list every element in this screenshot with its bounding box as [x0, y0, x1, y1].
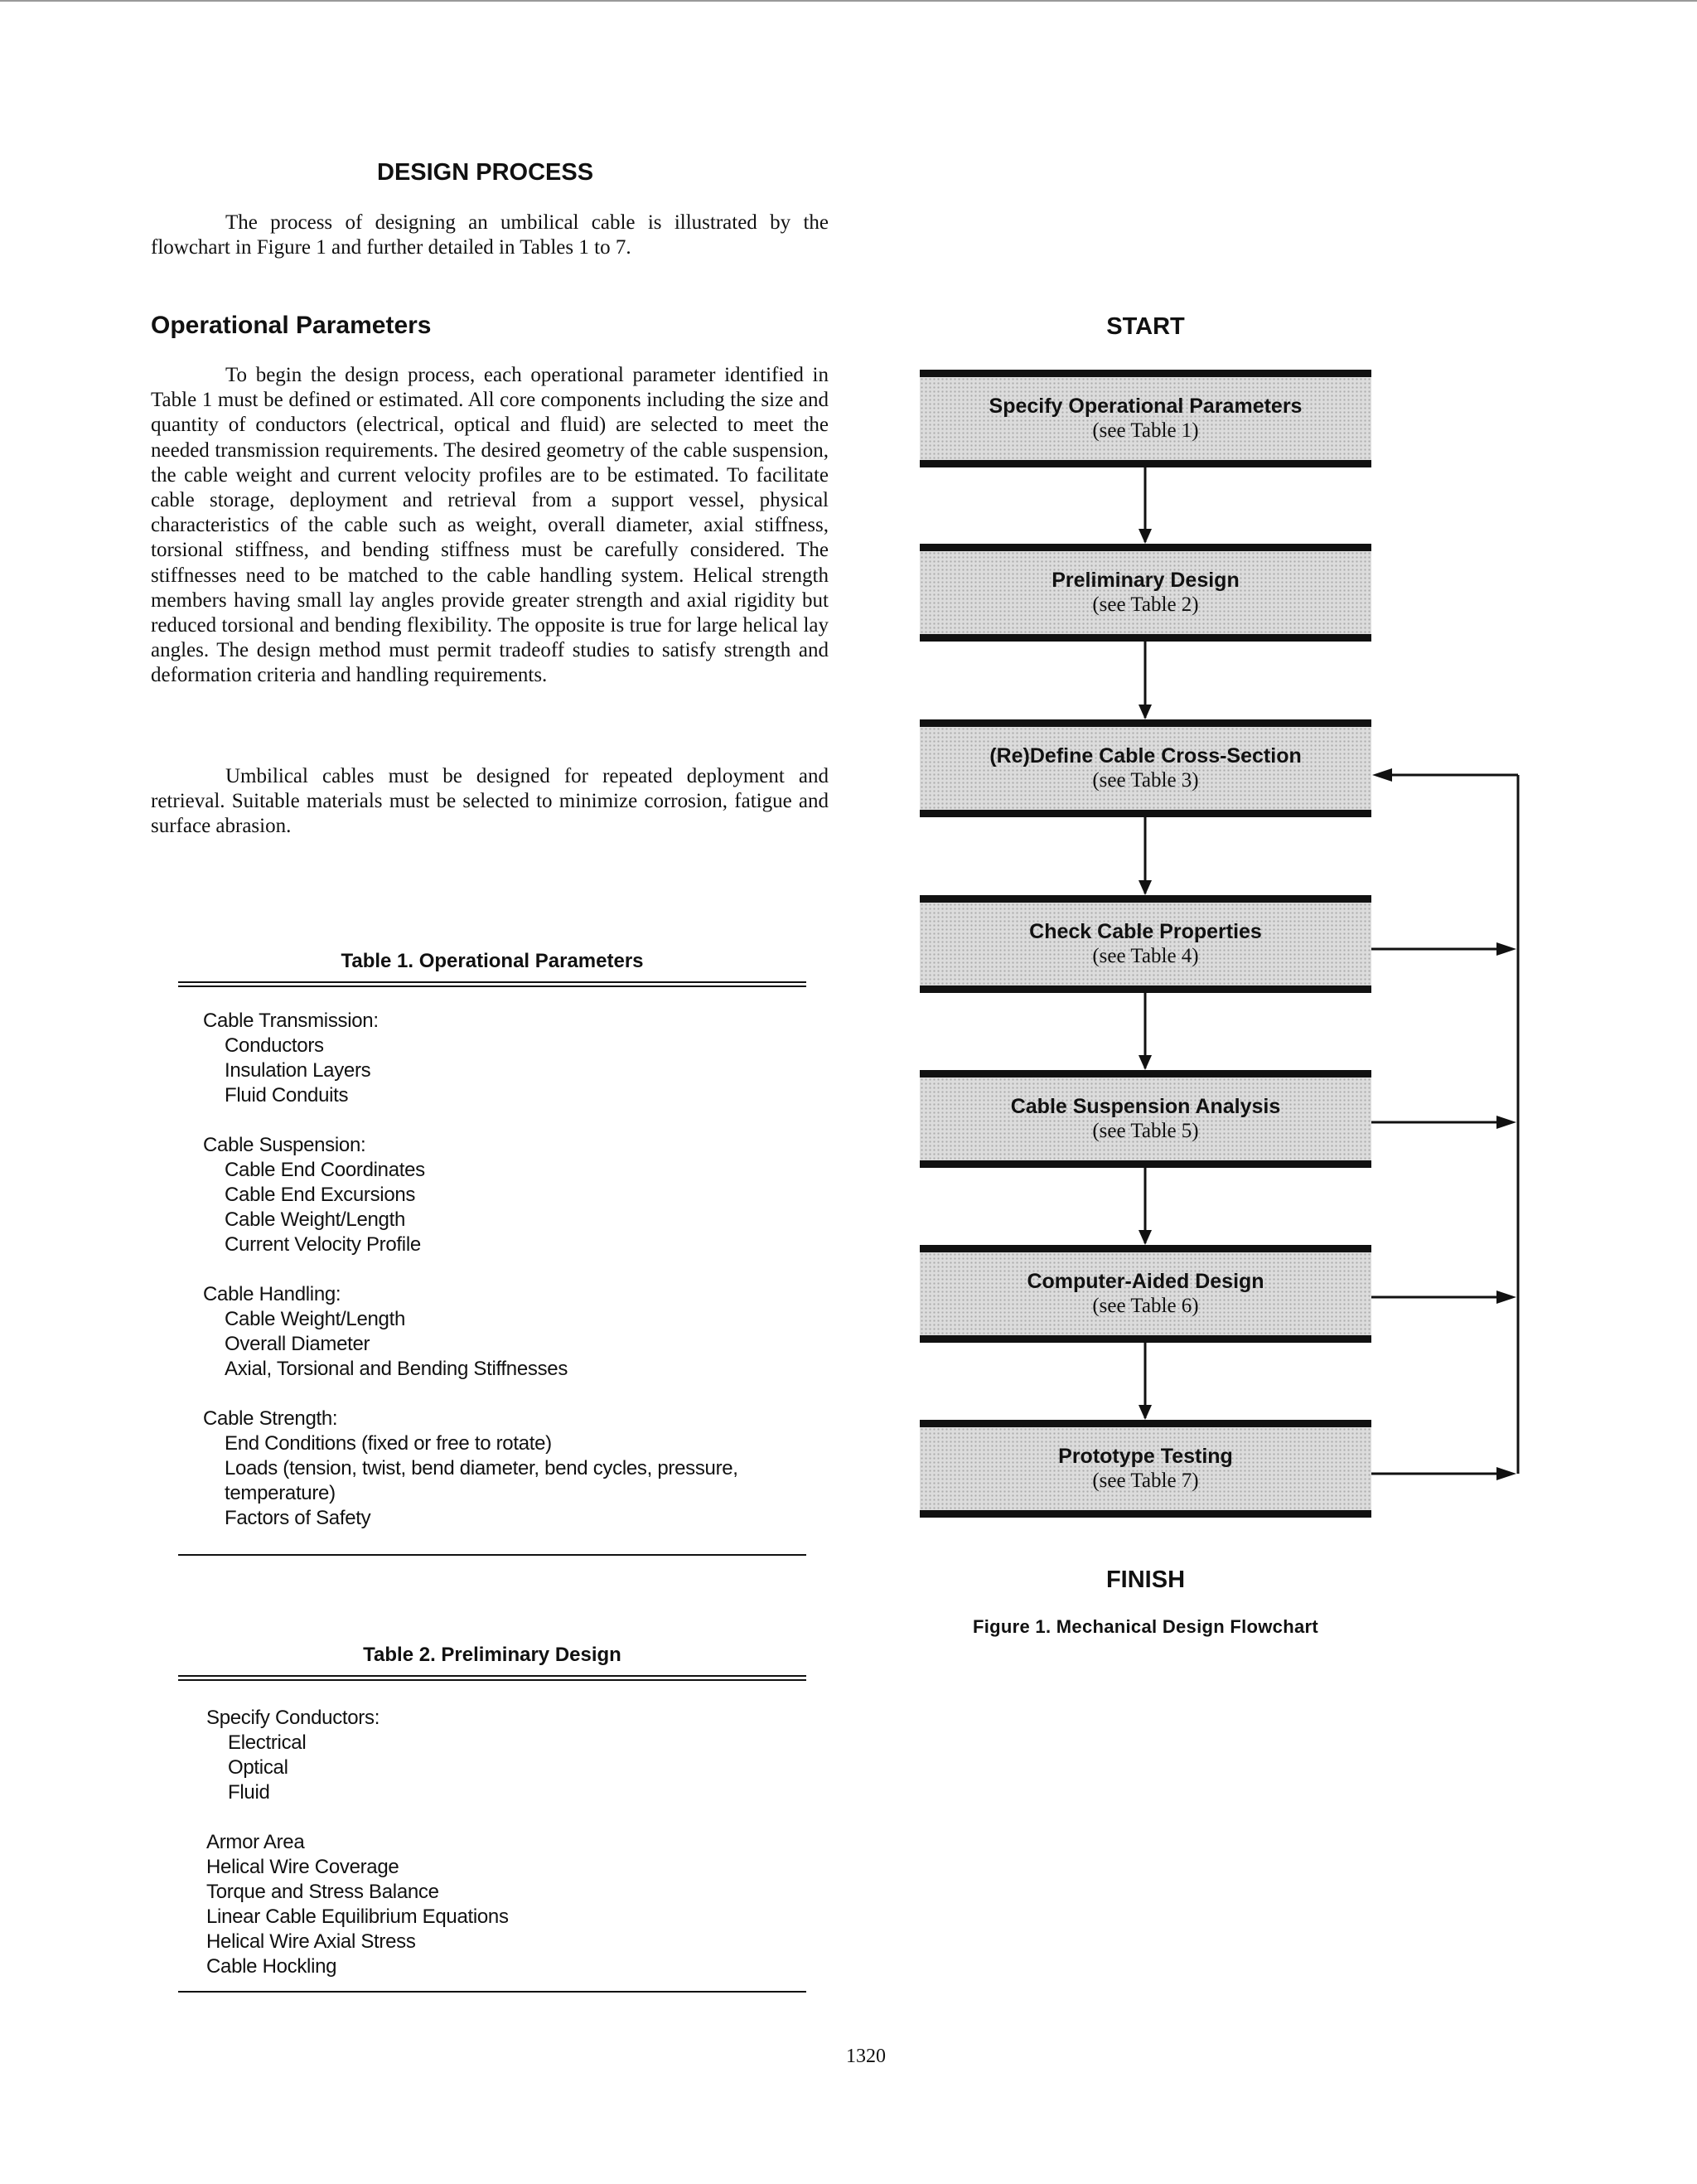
table-2-line: Cable Hockling — [206, 1955, 337, 1978]
table-1-group-handling — [203, 1282, 806, 1382]
step-ref: (see Table 6) — [1092, 1295, 1199, 1317]
step-title: Specify Operational Parameters — [989, 395, 1303, 418]
table-2-caption: Table 2. Preliminary Design — [363, 1644, 621, 1666]
step-title: Preliminary Design — [1052, 569, 1240, 592]
step-ref: (see Table 1) — [1092, 419, 1199, 442]
feedback-arrowhead-5 — [1496, 1116, 1516, 1129]
feedback-arrowhead-6 — [1496, 1291, 1516, 1304]
table-1-group-suspension — [203, 1133, 806, 1257]
arrowhead-2 — [1139, 705, 1152, 719]
arrowhead-4 — [1139, 1055, 1152, 1070]
group-item: Cable Weight/Length — [225, 1308, 406, 1330]
flowchart-step-4 — [920, 895, 1371, 993]
group-label: Specify Conductors: — [206, 1707, 380, 1729]
group-item: Cable End Coordinates — [225, 1159, 425, 1181]
step-title: Cable Suspension Analysis — [1010, 1095, 1281, 1118]
step-ref: (see Table 3) — [1092, 769, 1199, 792]
table-2-top-rule — [178, 1675, 806, 1681]
table-2-group-conductors — [206, 1706, 806, 1805]
page-top-border — [0, 0, 1697, 2]
feedback-return-arrowhead — [1372, 768, 1392, 782]
flowchart-step-5 — [920, 1070, 1371, 1168]
group-label: Cable Handling: — [203, 1283, 341, 1305]
group-item: Factors of Safety — [225, 1507, 371, 1529]
feedback-arrowhead-4 — [1496, 942, 1516, 956]
group-item: Electrical — [228, 1731, 307, 1754]
group-item: End Conditions (fixed or free to rotate) — [225, 1432, 552, 1455]
group-item: Insulation Layers — [225, 1059, 371, 1082]
body-paragraph-2: Umbilical cables must be designed for repeated deployment and retrieval. Suitable materials must be selected to minimize corrosion, fatigue and surface abrasion. — [151, 765, 829, 838]
table-2-line: Helical Wire Coverage — [206, 1856, 399, 1878]
group-item: Cable Weight/Length — [225, 1208, 406, 1231]
table-1-body — [178, 987, 806, 1531]
step-ref: (see Table 2) — [1092, 593, 1199, 616]
group-label: Cable Suspension: — [203, 1134, 366, 1156]
subsection-heading: Operational Parameters — [151, 312, 432, 339]
table-2-line: Armor Area — [206, 1831, 305, 1853]
table-2-line: Torque and Stress Balance — [206, 1881, 439, 1903]
arrowhead-5 — [1139, 1230, 1152, 1245]
table-1-group-strength — [203, 1407, 806, 1531]
body-paragraph-1: To begin the design process, each operational parameter identified in Table 1 must be defined or estimated. All core components including the size and quantity of conductors (electrical, optical and fluid) are selected to meet the needed transmission requirements. The desired geometry of the cable suspension, the cable weight and current velocity profiles are to be estimated. To facilitate cable storage, deployment and retrieval from a support vessel, physical characteristics of the cable such as weight, overall diameter, axial stiffness, torsional stiffness, and bending stiffness must be carefully considered. The stiffnesses need to be matched to the cable handling system. Helical strength members having small lay angles provide greater strength and axial rigidity but reduced torsional and bending flexibility. The opposite is true for large helical lay angles. The design method must permit tradeoff studies to satisfy strength and deformation criteria and handling requirements. — [151, 364, 829, 687]
step-ref: (see Table 7) — [1092, 1470, 1199, 1492]
step-ref: (see Table 4) — [1092, 945, 1199, 967]
table-2-body — [178, 1681, 806, 1979]
table-2-line: Linear Cable Equilibrium Equations — [206, 1906, 509, 1928]
group-item: Overall Diameter — [225, 1333, 370, 1355]
group-item: Fluid Conduits — [225, 1084, 349, 1107]
flowchart-finish-label: FINISH — [1105, 1567, 1186, 1593]
step-title: (Re)Define Cable Cross-Section — [989, 744, 1302, 768]
table-1 — [178, 950, 806, 1556]
arrowhead-6 — [1139, 1405, 1152, 1420]
feedback-arrowhead-7 — [1496, 1467, 1516, 1480]
step-title: Prototype Testing — [1058, 1445, 1233, 1468]
flowchart-step-7 — [920, 1420, 1371, 1518]
table-1-bottom-rule — [178, 1554, 806, 1556]
group-item: Cable End Excursions — [225, 1184, 416, 1206]
intro-paragraph: The process of designing an umbilical cable is illustrated by the flowchart in Figure 1 and further detailed in Tables 1 to 7. — [151, 211, 829, 259]
group-item: Fluid — [228, 1781, 270, 1804]
flowchart-step-1 — [920, 370, 1371, 467]
group-label: Cable Strength: — [203, 1407, 338, 1430]
group-label: Cable Transmission: — [203, 1010, 379, 1032]
group-item: Loads (tension, twist, bend diameter, bend cycles, pressure, temperature) — [225, 1457, 738, 1504]
group-item: Optical — [228, 1756, 288, 1779]
figure-caption: Figure 1. Mechanical Design Flowchart — [973, 1616, 1318, 1637]
flowchart-step-2 — [920, 544, 1371, 642]
group-item: Current Velocity Profile — [225, 1233, 421, 1256]
table-1-group-transmission — [203, 1009, 806, 1108]
group-item: Axial, Torsional and Bending Stiffnesses — [225, 1358, 568, 1380]
arrowhead-3 — [1139, 880, 1152, 895]
table-2 — [178, 1644, 806, 1993]
section-heading: DESIGN PROCESS — [377, 159, 594, 186]
flowchart-step-6 — [920, 1245, 1371, 1343]
table-1-caption: Table 1. Operational Parameters — [341, 950, 644, 972]
step-ref: (see Table 5) — [1092, 1120, 1199, 1142]
group-item: Conductors — [225, 1034, 324, 1057]
step-title: Computer-Aided Design — [1027, 1270, 1264, 1293]
table-1-top-rule — [178, 981, 806, 987]
table-2-bottom-rule — [178, 1991, 806, 1993]
flowchart-start-label: START — [1106, 313, 1185, 340]
page-number: 1320 — [846, 2046, 886, 2067]
arrowhead-1 — [1139, 529, 1152, 544]
table-2-line: Helical Wire Axial Stress — [206, 1930, 416, 1953]
flowchart-step-3 — [920, 719, 1371, 817]
step-title: Check Cable Properties — [1029, 920, 1262, 943]
